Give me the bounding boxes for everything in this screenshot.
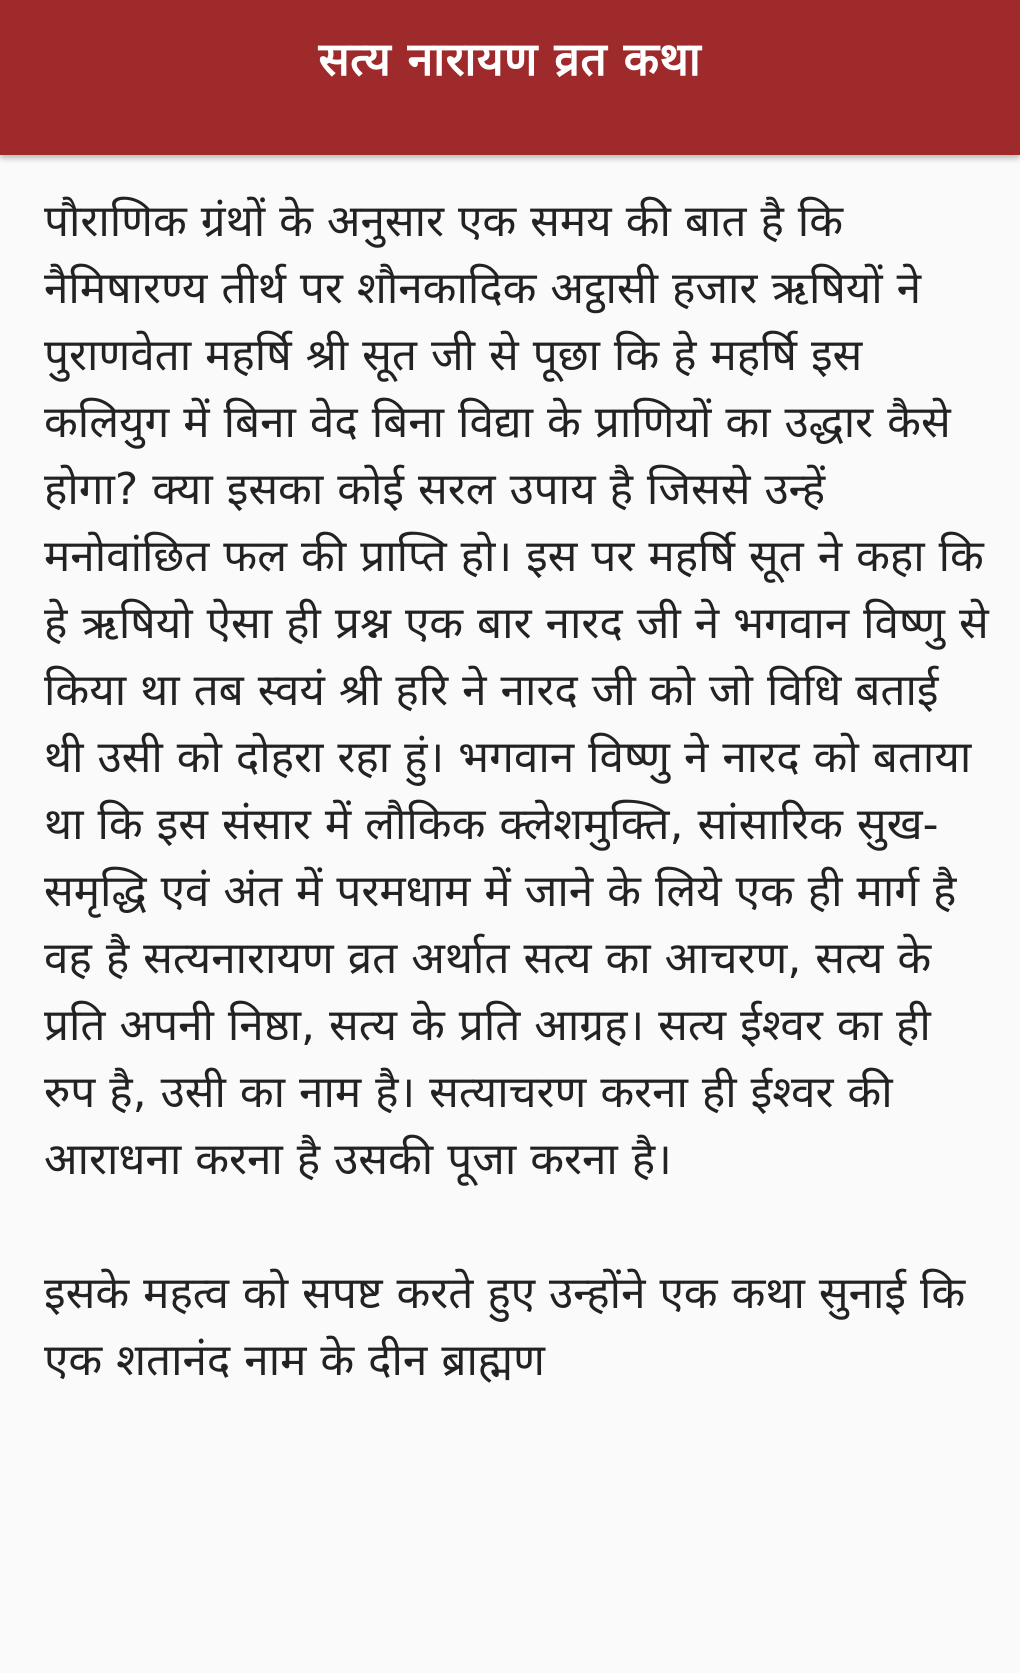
story-paragraph-1: पौराणिक ग्रंथों के अनुसार एक समय की बात है कि नैमिषारण्य तीर्थ पर शौनकादिक अट्ठासी हजार ऋषियों ने पुराणवेता महर्षि श्री सूत जी से पूछा कि हे महर्षि इस कलियुग में बिना वेद बिना विद्या के प्राणियों का उद्धार कैसे होगा? क्या इसका कोई सरल उपाय है जिससे उन्हें मनोवांछित फल की प्राप्ति हो। इस पर महर्षि सूत ने कहा कि हे ऋषियो ऐसा ही प्रश्न एक बार नारद जी ने भगवान विष्णु से किया था तब स्वयं श्री हरि ने नारद जी को जो विधि बताई थी उसी को दोहरा रहा हुं। भगवान विष्णु ने नारद को बताया था कि इस संसार में लौकिक क्लेशमुक्ति, सांसारिक सुख-समृद्धि एवं अंत में परमधाम में जाने के लिये एक ही मार्ग है वह है सत्यनारायण व्रत अर्थात सत्य का आचरण, सत्य के प्रति अपनी निष्ठा, सत्य के प्रति आग्रह। सत्य ईश्वर का ही रुप है, उसी का नाम है। सत्याचरण करना ही ईश्वर की आराधना करना है उसकी पूजा करना है। [44,196,989,1185]
page-title: सत्य नारायण व्रत कथा [318,32,702,87]
story-content[interactable] [44,188,990,1461]
story-paragraph-2: इसके महत्व को सपष्ट करते हुए उन्होंने एक कथा सुनाई कि एक शतानंद नाम के दीन ब्राह्मण [44,1268,966,1386]
app-bar [0,0,1020,155]
